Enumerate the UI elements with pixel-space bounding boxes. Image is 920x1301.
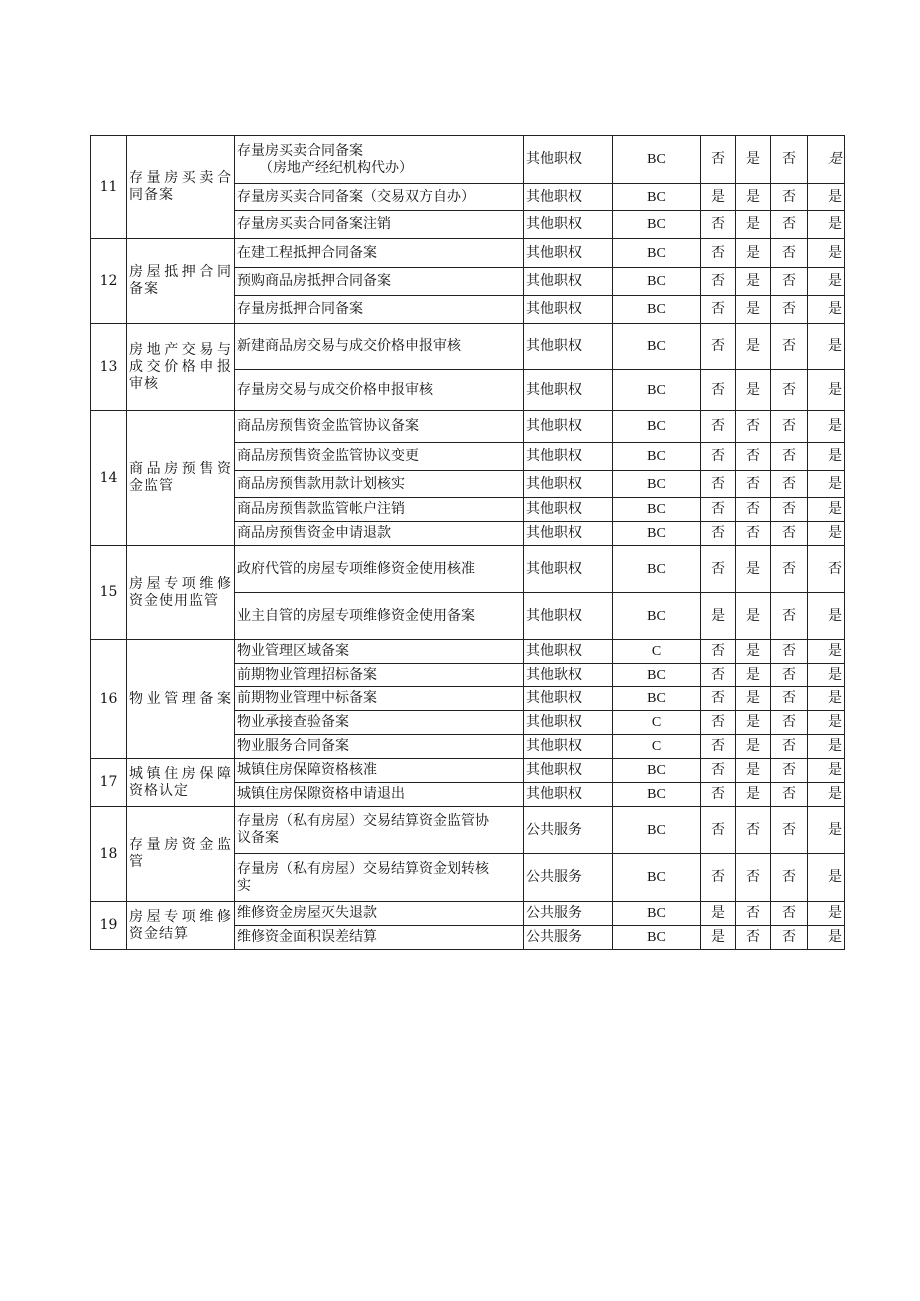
level-code: C xyxy=(613,640,701,664)
flag-cell-4: 是 xyxy=(808,902,845,926)
power-type: 其他职权 xyxy=(524,443,613,471)
flag-cell-2: 否 xyxy=(736,807,771,854)
sub-item-line: 存量房买卖合同备案（交易双方自办） xyxy=(237,188,475,205)
flag-cell-4: 是 xyxy=(808,370,845,411)
sub-item-line: 商品房预售款用款计划核实 xyxy=(237,475,405,492)
flag-cell-2: 是 xyxy=(736,239,771,268)
item-category xyxy=(127,136,235,239)
flag-cell-1: 否 xyxy=(701,239,736,268)
level-code: BC xyxy=(613,854,701,902)
sub-item xyxy=(235,854,524,902)
flag-cell-4: 是 xyxy=(808,522,845,546)
flag-cell-1: 否 xyxy=(701,136,736,184)
flag-cell-4: 是 xyxy=(808,184,845,211)
row-number: 16 xyxy=(91,640,127,759)
sub-item-line: 物业管理区域备案 xyxy=(237,643,349,659)
flag-cell-2: 是 xyxy=(736,735,771,759)
level-code: BC xyxy=(613,546,701,593)
power-type: 其他职权 xyxy=(524,711,613,735)
category-line: 房屋专项维修 xyxy=(129,908,232,925)
level-code: C xyxy=(613,735,701,759)
flag-cell-3: 否 xyxy=(771,711,808,735)
table-row xyxy=(91,239,845,268)
sub-item xyxy=(235,211,524,239)
level-code: C xyxy=(613,711,701,735)
flag-cell-3: 否 xyxy=(771,184,808,211)
row-number: 15 xyxy=(91,546,127,640)
level-code: BC xyxy=(613,136,701,184)
flag-cell-2: 是 xyxy=(736,593,771,640)
level-code: BC xyxy=(613,522,701,546)
permission-table xyxy=(90,135,845,950)
sub-item xyxy=(235,471,524,498)
item-category xyxy=(127,902,235,950)
flag-cell-2: 是 xyxy=(736,783,771,807)
table-row xyxy=(91,807,845,854)
item-category xyxy=(127,759,235,807)
sub-item-line: 前期物业管理中标备案 xyxy=(237,690,377,706)
flag-cell-2: 否 xyxy=(736,498,771,522)
sub-item-line: 维修资金房屋灭失退款 xyxy=(237,905,377,921)
sub-item xyxy=(235,184,524,211)
category-line: 资金使用监管 xyxy=(129,592,219,609)
flag-cell-4: 是 xyxy=(808,759,845,783)
sub-item xyxy=(235,498,524,522)
row-number: 13 xyxy=(91,324,127,411)
power-type: 公共服务 xyxy=(524,926,613,950)
flag-cell-2: 是 xyxy=(736,687,771,711)
level-code: BC xyxy=(613,498,701,522)
category-line: 城镇住房保障 xyxy=(129,765,232,782)
flag-cell-3: 否 xyxy=(771,239,808,268)
sub-item-line: 存量房（私有房屋）交易结算资金监管协 xyxy=(237,813,489,829)
level-code: BC xyxy=(613,370,701,411)
sub-item xyxy=(235,443,524,471)
flag-cell-4: 是 xyxy=(808,735,845,759)
flag-cell-1: 否 xyxy=(701,370,736,411)
flag-cell-1: 否 xyxy=(701,783,736,807)
sub-item xyxy=(235,370,524,411)
level-code: BC xyxy=(613,902,701,926)
table-row xyxy=(91,640,845,664)
flag-cell-1: 否 xyxy=(701,687,736,711)
sub-item-line: 在建工程抵押合同备案 xyxy=(237,244,377,261)
table-row xyxy=(91,324,845,370)
flag-cell-2: 否 xyxy=(736,411,771,443)
power-type: 其他职权 xyxy=(524,239,613,268)
level-code: BC xyxy=(613,593,701,640)
row-number: 19 xyxy=(91,902,127,950)
flag-cell-4: 是 xyxy=(808,926,845,950)
flag-cell-4: 是 xyxy=(808,664,845,687)
item-category xyxy=(127,807,235,902)
sub-item-line: 存量房抵押合同备案 xyxy=(237,301,363,317)
level-code: BC xyxy=(613,239,701,268)
level-code: BC xyxy=(613,443,701,471)
flag-cell-3: 否 xyxy=(771,296,808,324)
sub-item xyxy=(235,807,524,854)
category-line: 存量房资金监 xyxy=(129,837,232,853)
level-code: BC xyxy=(613,687,701,711)
sub-item xyxy=(235,411,524,443)
category-line: 管 xyxy=(129,854,144,870)
flag-cell-3: 否 xyxy=(771,546,808,593)
flag-cell-3: 否 xyxy=(771,759,808,783)
flag-cell-4: 是 xyxy=(808,239,845,268)
flag-cell-3: 否 xyxy=(771,640,808,664)
sub-item xyxy=(235,759,524,783)
flag-cell-3: 否 xyxy=(771,498,808,522)
flag-cell-3: 否 xyxy=(771,471,808,498)
flag-cell-1: 否 xyxy=(701,854,736,902)
level-code: BC xyxy=(613,411,701,443)
flag-cell-4: 是 xyxy=(808,443,845,471)
flag-cell-2: 是 xyxy=(736,184,771,211)
power-type: 其他职权 xyxy=(524,687,613,711)
sub-item xyxy=(235,664,524,687)
sub-item xyxy=(235,324,524,370)
flag-cell-4: 是 xyxy=(808,211,845,239)
sub-item xyxy=(235,687,524,711)
category-line: 审核 xyxy=(129,375,159,392)
category-line: 房地产交易与 xyxy=(129,341,232,358)
flag-cell-2: 是 xyxy=(736,546,771,593)
table-row xyxy=(91,136,845,184)
level-code: BC xyxy=(613,268,701,296)
sub-item xyxy=(235,735,524,759)
flag-cell-3: 否 xyxy=(771,783,808,807)
level-code: BC xyxy=(613,211,701,239)
flag-cell-3: 否 xyxy=(771,854,808,902)
category-line: 备案 xyxy=(129,281,159,297)
sub-item xyxy=(235,640,524,664)
flag-cell-4: 是 xyxy=(808,687,845,711)
category-line: 房屋抵押合同 xyxy=(129,264,232,280)
sub-item xyxy=(235,268,524,296)
level-code: BC xyxy=(613,184,701,211)
flag-cell-2: 是 xyxy=(736,211,771,239)
power-type: 公共服务 xyxy=(524,902,613,926)
sub-item-line: 城镇住房保隙资格申请退出 xyxy=(237,786,405,802)
sub-item xyxy=(235,239,524,268)
sub-item xyxy=(235,546,524,593)
level-code: BC xyxy=(613,471,701,498)
flag-cell-1: 否 xyxy=(701,471,736,498)
category-line: 成交价格申报 xyxy=(129,358,232,375)
flag-cell-3: 否 xyxy=(771,664,808,687)
flag-cell-2: 是 xyxy=(736,268,771,296)
flag-cell-2: 否 xyxy=(736,443,771,471)
flag-cell-2: 是 xyxy=(736,640,771,664)
flag-cell-2: 否 xyxy=(736,902,771,926)
sub-item-line: 物业服务合同备案 xyxy=(237,738,349,754)
table-row xyxy=(91,411,845,443)
power-type: 其他职权 xyxy=(524,593,613,640)
row-number: 14 xyxy=(91,411,127,546)
sub-item-line: 存量房买卖合同备案注销 xyxy=(237,216,391,232)
sub-item xyxy=(235,296,524,324)
category-line: 物业管理备案 xyxy=(129,690,232,707)
table-body xyxy=(91,136,845,950)
level-code: BC xyxy=(613,807,701,854)
category-line: 存量房买卖合 xyxy=(129,170,232,186)
table-row xyxy=(91,546,845,593)
flag-cell-2: 是 xyxy=(736,136,771,184)
flag-cell-3: 否 xyxy=(771,411,808,443)
flag-cell-1: 否 xyxy=(701,498,736,522)
flag-cell-2: 是 xyxy=(736,324,771,370)
category-line: 同备案 xyxy=(129,187,174,203)
power-type: 其他职权 xyxy=(524,498,613,522)
flag-cell-4: 是 xyxy=(808,411,845,443)
flag-cell-4: 是 xyxy=(808,136,845,184)
sub-item-line: 预购商品房抵押合同备案 xyxy=(237,273,391,289)
row-number: 17 xyxy=(91,759,127,807)
flag-cell-1: 否 xyxy=(701,296,736,324)
flag-cell-3: 否 xyxy=(771,687,808,711)
item-category xyxy=(127,324,235,411)
level-code: BC xyxy=(613,324,701,370)
level-code: BC xyxy=(613,783,701,807)
flag-cell-1: 否 xyxy=(701,268,736,296)
flag-cell-3: 否 xyxy=(771,324,808,370)
flag-cell-2: 否 xyxy=(736,471,771,498)
flag-cell-1: 是 xyxy=(701,926,736,950)
power-type: 其他职权 xyxy=(524,735,613,759)
sub-item xyxy=(235,711,524,735)
sub-item-line: 业主自管的房屋专项维修资金使用备案 xyxy=(237,607,475,624)
level-code: BC xyxy=(613,664,701,687)
flag-cell-2: 是 xyxy=(736,759,771,783)
row-number: 12 xyxy=(91,239,127,324)
power-type: 其他职权 xyxy=(524,546,613,593)
item-category xyxy=(127,546,235,640)
flag-cell-1: 否 xyxy=(701,324,736,370)
power-type: 其他职权 xyxy=(524,184,613,211)
sub-item-line: 政府代管的房屋专项维修资金使用核准 xyxy=(237,560,475,577)
category-line: 房屋专项维修 xyxy=(129,575,232,592)
flag-cell-1: 是 xyxy=(701,184,736,211)
table-row xyxy=(91,759,845,783)
sub-item-line: 商品房预售资金申请退款 xyxy=(237,525,391,541)
power-type: 其他职权 xyxy=(524,522,613,546)
flag-cell-2: 否 xyxy=(736,926,771,950)
flag-cell-3: 否 xyxy=(771,593,808,640)
flag-cell-1: 否 xyxy=(701,411,736,443)
flag-cell-3: 否 xyxy=(771,902,808,926)
sub-item-line: 存量房买卖合同备案 xyxy=(237,142,363,159)
power-type: 其他职权 xyxy=(524,783,613,807)
level-code: BC xyxy=(613,926,701,950)
flag-cell-1: 否 xyxy=(701,546,736,593)
flag-cell-1: 否 xyxy=(701,640,736,664)
sub-item xyxy=(235,593,524,640)
sub-item-line: 议备案 xyxy=(237,830,279,846)
sub-item-line: 前期物业管理招标备案 xyxy=(237,666,377,683)
power-type: 公共服务 xyxy=(524,854,613,902)
power-type: 其他职权 xyxy=(524,411,613,443)
flag-cell-2: 是 xyxy=(736,296,771,324)
item-category xyxy=(127,239,235,324)
sub-item-line: 商品房预售款监管帐户注销 xyxy=(237,501,405,517)
flag-cell-4: 是 xyxy=(808,711,845,735)
category-line: 资格认定 xyxy=(129,782,189,799)
flag-cell-1: 否 xyxy=(701,711,736,735)
table-row xyxy=(91,902,845,926)
sub-item-line: 城镇住房保障资格核准 xyxy=(237,762,377,778)
power-type: 其他职权 xyxy=(524,211,613,239)
sub-item-line: 实 xyxy=(237,877,251,894)
flag-cell-3: 否 xyxy=(771,926,808,950)
row-number: 11 xyxy=(91,136,127,239)
sub-item xyxy=(235,902,524,926)
sub-item-line: 维修资金面积误差结算 xyxy=(237,929,377,945)
level-code: BC xyxy=(613,759,701,783)
flag-cell-1: 否 xyxy=(701,211,736,239)
flag-cell-4: 是 xyxy=(808,471,845,498)
flag-cell-4: 是 xyxy=(808,498,845,522)
sub-item-line: （房地产经纪机构代办） xyxy=(259,159,413,176)
flag-cell-3: 否 xyxy=(771,735,808,759)
flag-cell-1: 否 xyxy=(701,759,736,783)
flag-cell-4: 否 xyxy=(808,546,845,593)
flag-cell-4: 是 xyxy=(808,268,845,296)
flag-cell-1: 是 xyxy=(701,593,736,640)
flag-cell-4: 是 xyxy=(808,593,845,640)
category-line: 资金结算 xyxy=(129,925,189,942)
sub-item-line: 商品房预售资金监管协议变更 xyxy=(237,448,419,464)
flag-cell-4: 是 xyxy=(808,640,845,664)
flag-cell-4: 是 xyxy=(808,854,845,902)
flag-cell-3: 否 xyxy=(771,268,808,296)
flag-cell-2: 是 xyxy=(736,664,771,687)
sub-item xyxy=(235,926,524,950)
flag-cell-3: 否 xyxy=(771,136,808,184)
flag-cell-1: 否 xyxy=(701,443,736,471)
power-type: 公共服务 xyxy=(524,807,613,854)
sub-item-line: 商品房预售资金监管协议备案 xyxy=(237,418,419,434)
flag-cell-1: 否 xyxy=(701,807,736,854)
power-type: 其他职权 xyxy=(524,136,613,184)
flag-cell-4: 是 xyxy=(808,324,845,370)
sub-item-line: 存量房（私有房屋）交易结算资金划转核 xyxy=(237,860,489,877)
flag-cell-3: 否 xyxy=(771,522,808,546)
sub-item-line: 存量房交易与成交价格申报审核 xyxy=(237,381,433,398)
flag-cell-4: 是 xyxy=(808,296,845,324)
flag-cell-3: 否 xyxy=(771,443,808,471)
flag-cell-4: 是 xyxy=(808,807,845,854)
item-category xyxy=(127,411,235,546)
sub-item xyxy=(235,522,524,546)
power-type: 其他职权 xyxy=(524,370,613,411)
power-type: 其他职权 xyxy=(524,640,613,664)
flag-cell-1: 否 xyxy=(701,522,736,546)
flag-cell-4: 是 xyxy=(808,783,845,807)
flag-cell-1: 否 xyxy=(701,735,736,759)
flag-cell-3: 否 xyxy=(771,211,808,239)
sub-item xyxy=(235,783,524,807)
power-type: 其他职权 xyxy=(524,324,613,370)
flag-cell-3: 否 xyxy=(771,370,808,411)
power-type: 其他耿权 xyxy=(524,664,613,687)
flag-cell-2: 是 xyxy=(736,370,771,411)
flag-cell-1: 否 xyxy=(701,664,736,687)
category-line: 金监管 xyxy=(129,478,174,494)
sub-item xyxy=(235,136,524,184)
power-type: 其他职权 xyxy=(524,296,613,324)
flag-cell-2: 否 xyxy=(736,854,771,902)
sub-item-line: 新建商品房交易与成交价格申报审核 xyxy=(237,338,461,354)
sub-item-line: 物业承接查验备案 xyxy=(237,714,349,730)
row-number: 18 xyxy=(91,807,127,902)
power-type: 其他职权 xyxy=(524,471,613,498)
flag-cell-3: 否 xyxy=(771,807,808,854)
flag-cell-2: 否 xyxy=(736,522,771,546)
flag-cell-1: 是 xyxy=(701,902,736,926)
power-type: 其他职权 xyxy=(524,268,613,296)
item-category xyxy=(127,640,235,759)
flag-cell-2: 是 xyxy=(736,711,771,735)
level-code: BC xyxy=(613,296,701,324)
power-type: 其他职权 xyxy=(524,759,613,783)
category-line: 商品房预售资 xyxy=(129,461,232,477)
